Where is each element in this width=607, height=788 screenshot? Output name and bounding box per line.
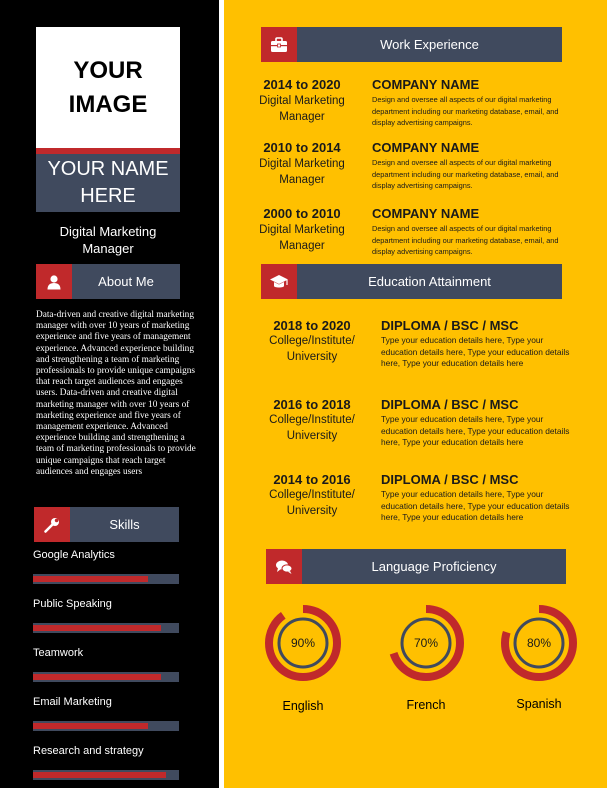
education-heading: Education Attainment (297, 264, 562, 299)
education-header (261, 264, 562, 299)
education-institution: College/Institute/ University (269, 414, 355, 442)
work-company: COMPANY NAME (372, 77, 480, 92)
language-name: English (282, 699, 324, 713)
profile-job-title: Digital Marketing Manager (59, 224, 157, 256)
language-name: French (406, 698, 446, 712)
briefcase-icon (261, 27, 297, 62)
about-header (36, 264, 180, 299)
language-heading: Language Proficiency (302, 549, 566, 584)
education-years: 2016 to 2018 (273, 397, 351, 412)
skill-bar-track (33, 623, 179, 633)
skill-name: Public Speaking (33, 598, 112, 610)
education-details: Type your education details here, Type your education details here, Type your education details here, Type your education details here (381, 489, 570, 522)
skill-name: Email Marketing (33, 696, 112, 708)
education-institution: College/Institute/ University (269, 335, 355, 363)
work-role: Digital Marketing Manager (259, 95, 345, 123)
work-role: Digital Marketing Manager (259, 224, 345, 252)
about-text: Data-driven and creative digital marketing manager with over 10 years of marketing experience and five years of management experience. Advanced experience building and strengthening a team of marketing professionals to provide unique campaigns that reach target audiences and engages users. Data-driven and creative digital marketing manager with over 10 years of marketing experience and five years of management experience. Advanced experience building and strengthening a team of marketing professionals to provide unique campaigns that reach target audiences and engages users (36, 310, 196, 477)
chat-bubble-icon (266, 549, 302, 584)
education-years: 2014 to 2016 (273, 472, 351, 487)
work-company: COMPANY NAME (372, 206, 480, 221)
skill-name: Research and strategy (33, 745, 144, 757)
skill-item (33, 695, 179, 709)
skill-bar-fill (33, 576, 148, 582)
education-details: Type your education details here, Type your education details here, Type your education details here, Type your education details here (381, 335, 570, 368)
skill-bar-fill (33, 723, 148, 729)
language-donut (263, 603, 343, 683)
work-header (261, 27, 562, 62)
work-heading: Work Experience (297, 27, 562, 62)
work-years: 2000 to 2010 (263, 206, 341, 221)
about-heading: About Me (72, 264, 180, 299)
language-percent: 70% (413, 636, 439, 650)
language-percent: 90% (290, 636, 316, 650)
language-name: Spanish (516, 697, 562, 711)
skill-item (33, 548, 179, 562)
education-details: Type your education details here, Type your education details here, Type your education details here, Type your education details here (381, 414, 570, 447)
language-donut (499, 603, 579, 683)
work-description: Design and oversee all aspects of our digital marketing department including our marketing database, email, and display advertising campaigns. (372, 224, 559, 256)
skill-name: Google Analytics (33, 549, 115, 561)
wrench-icon (34, 507, 70, 542)
education-institution: College/Institute/ University (269, 489, 355, 517)
education-degree: DIPLOMA / BSC / MSC (381, 397, 519, 412)
skill-bar-track (33, 672, 179, 682)
skills-heading: Skills (70, 507, 179, 542)
education-degree: DIPLOMA / BSC / MSC (381, 472, 519, 487)
graduation-cap-icon (261, 264, 297, 299)
skill-bar-track (33, 770, 179, 780)
skill-bar-track (33, 721, 179, 731)
skill-item (33, 646, 179, 660)
language-donut (386, 603, 466, 683)
education-degree: DIPLOMA / BSC / MSC (381, 318, 519, 333)
skills-header (34, 507, 179, 542)
skill-item (33, 597, 179, 611)
work-role: Digital Marketing Manager (259, 158, 345, 186)
skill-item (33, 744, 179, 758)
profile-image-placeholder: YOUR IMAGE (36, 27, 180, 148)
language-header (266, 549, 566, 584)
profile-name: YOUR NAME HERE (36, 154, 180, 212)
skill-bar-fill (33, 772, 166, 778)
skill-name: Teamwork (33, 647, 84, 659)
skill-bar-track (33, 574, 179, 584)
work-description: Design and oversee all aspects of our digital marketing department including our marketing database, email, and display advertising campaigns. (372, 95, 559, 127)
education-years: 2018 to 2020 (273, 318, 351, 333)
work-description: Design and oversee all aspects of our digital marketing department including our marketing database, email, and display advertising campaigns. (372, 158, 559, 190)
skill-bar-fill (33, 625, 161, 631)
work-company: COMPANY NAME (372, 140, 480, 155)
skill-bar-fill (33, 674, 161, 680)
person-icon (36, 264, 72, 299)
work-years: 2010 to 2014 (263, 140, 341, 155)
work-years: 2014 to 2020 (263, 77, 341, 92)
language-percent: 80% (526, 636, 552, 650)
